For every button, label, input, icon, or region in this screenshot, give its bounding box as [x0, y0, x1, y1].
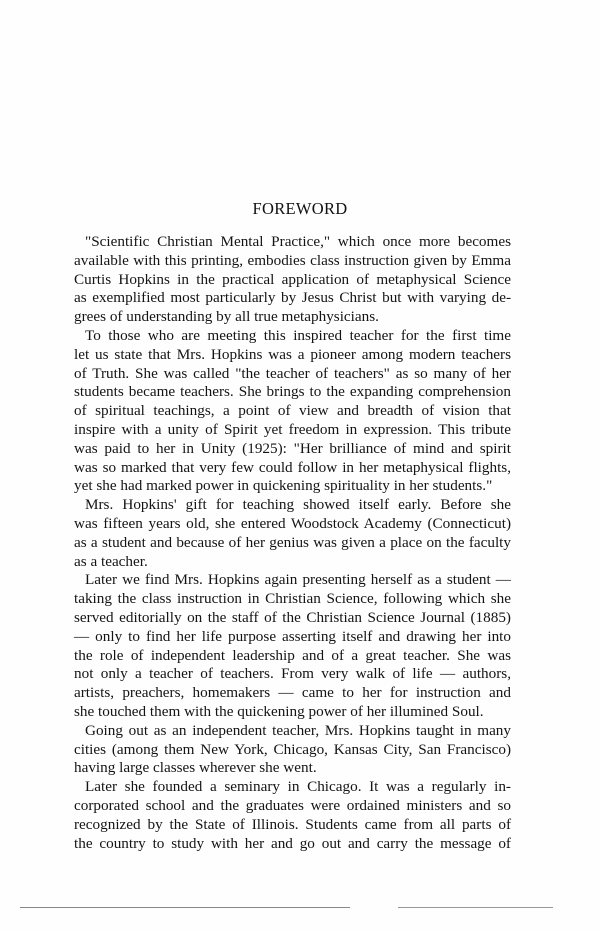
paragraph — [74, 722, 511, 778]
text-line: grees of understanding by all true metaphysicians. — [74, 308, 379, 326]
text-line: Later she founded a seminary in Chicago. It was a regularly in- — [85, 778, 511, 796]
paragraph — [74, 571, 511, 721]
paragraph — [74, 233, 511, 327]
text-line: cities (among them New York, Chicago, Kansas City, San Francisco) — [74, 740, 511, 758]
text-line: was so marked that very few could follow in her metaphysical flights, — [74, 458, 511, 476]
text-line: inspire with a unity of Spirit yet freedom in expression. This tribute — [74, 420, 511, 438]
text-line: "Scientific Christian Mental Practice," which once more becomes — [85, 233, 511, 250]
text-line: — only to find her life purpose asserting itself and drawing her into — [74, 627, 511, 645]
footer-rule-left — [20, 907, 350, 908]
text-line: of Truth. She was called "the teacher of teachers" as so many of her — [74, 364, 511, 382]
body-text — [74, 233, 511, 853]
footer-rule-right — [398, 907, 553, 908]
text-line: Going out as an independent teacher, Mrs. Hopkins taught in many — [85, 721, 511, 739]
text-line: as exemplified most particularly by Jesus Christ but with varying de- — [74, 289, 511, 307]
text-line: as a teacher. — [74, 552, 148, 570]
text-line: as a student and because of her genius was given a place on the faculty — [74, 533, 511, 551]
text-line: the role of independent leadership and of a great teacher. She was — [74, 646, 511, 664]
text-line: Later we find Mrs. Hopkins again presenting herself as a student — — [85, 571, 511, 589]
text-line: corporated school and the graduates were ordained ministers and so — [74, 796, 511, 814]
text-line: To those who are meeting this inspired teacher for the first time — [85, 326, 511, 344]
text-line: taking the class instruction in Christian Science, following which she — [74, 590, 511, 608]
paragraph — [74, 327, 511, 496]
text-line: was paid to her in Unity (1925): "Her brilliance of mind and spirit — [74, 439, 511, 457]
text-line: recognized by the State of Illinois. Students came from all parts of — [74, 815, 511, 833]
paragraph — [74, 778, 511, 853]
text-line: available with this printing, embodies class instruction given by Emma — [74, 251, 511, 269]
text-line: let us state that Mrs. Hopkins was a pioneer among modern teachers — [74, 345, 511, 363]
paragraph — [74, 496, 511, 571]
text-line: was fifteen years old, she entered Woodstock Academy (Connecticut) — [74, 514, 511, 532]
text-line: artists, preachers, homemakers — came to her for instruction and — [74, 684, 511, 702]
text-line: Curtis Hopkins in the practical application of metaphysical Science — [74, 270, 511, 288]
text-line: Mrs. Hopkins' gift for teaching showed itself early. Before she — [85, 496, 511, 514]
text-line: having large classes wherever she went. — [74, 759, 317, 777]
text-line: she touched them with the quickening power of her illumined Soul. — [74, 702, 484, 720]
text-line: served editorially on the staff of the Christian Science Journal (1885) — [74, 608, 511, 626]
text-line: yet she had marked power in quickening spirituality in her students." — [74, 477, 493, 495]
text-line: not only a teacher of teachers. From very walk of life — authors, — [74, 665, 511, 683]
text-line: of spiritual teachings, a point of view and breadth of vision that — [74, 402, 511, 420]
text-line: students became teachers. She brings to the expanding comprehension — [74, 383, 511, 401]
text-line: the country to study with her and go out and carry the message of — [74, 834, 511, 852]
page-title: FOREWORD — [252, 199, 348, 218]
